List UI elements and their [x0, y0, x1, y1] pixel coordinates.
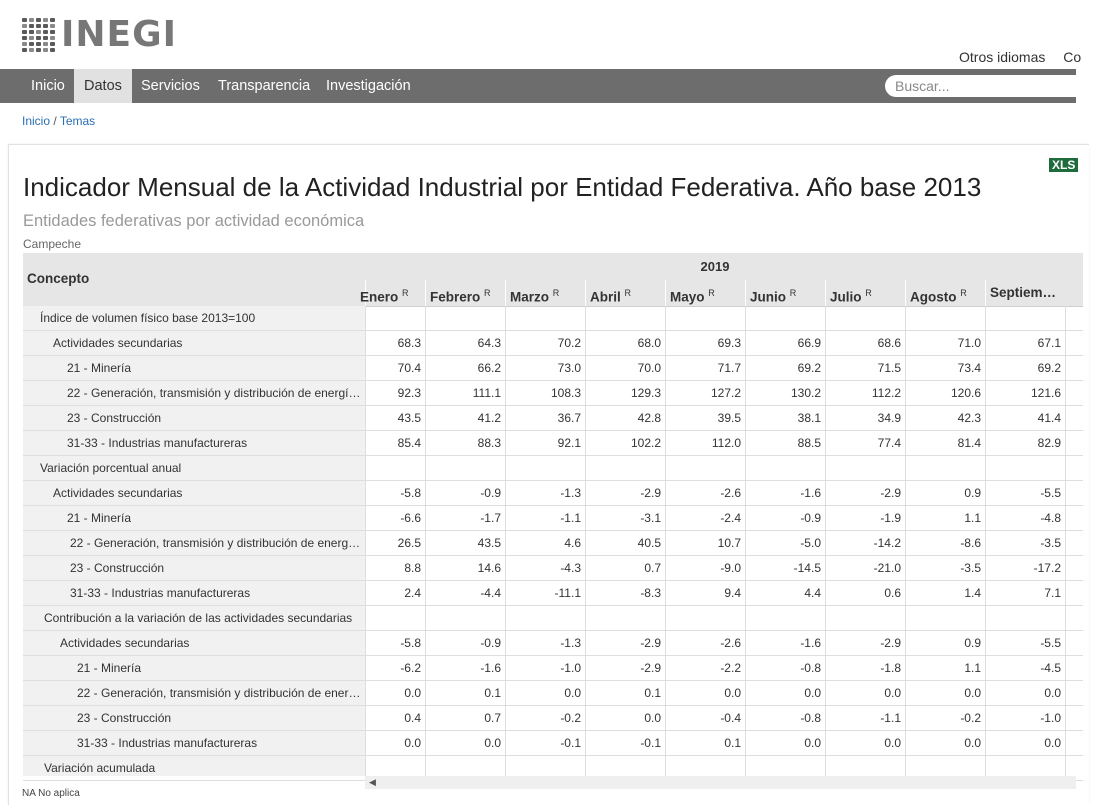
- row-label: 22 - Generación, transmisión y distribución de energ…: [70, 536, 361, 550]
- table-cell: 7.1: [985, 581, 1065, 605]
- table-cell: 0.0: [985, 731, 1065, 755]
- month-header[interactable]: [585, 280, 665, 306]
- month-label: Mayo: [670, 289, 705, 305]
- table-cell: 0.0: [505, 681, 585, 705]
- table-row: [23, 656, 1083, 681]
- table-row: [23, 606, 1083, 631]
- table-cell: -6.6: [365, 506, 425, 530]
- table-cell: [985, 306, 1065, 330]
- table-cell: 0.0: [905, 731, 985, 755]
- table-cell: 43.5: [425, 531, 505, 555]
- row-label: 23 - Construcción: [67, 411, 162, 425]
- table-cell: 1.1: [905, 656, 985, 680]
- year-header: 2019: [700, 259, 730, 274]
- row-label: 31-33 - Industrias manufactureras: [70, 586, 251, 600]
- table-cell: 112.0: [665, 431, 745, 455]
- row-label: Índice de volumen físico base 2013=100: [40, 311, 256, 325]
- month-label: Enero: [360, 289, 399, 305]
- table-cell: 68.6: [825, 331, 905, 355]
- table-cell: 112.2: [825, 381, 905, 405]
- table-cell: -0.9: [745, 506, 825, 530]
- table-cell: [665, 306, 745, 330]
- table-cell: [745, 606, 825, 630]
- table-cell: [425, 306, 505, 330]
- table-cell: -0.1: [585, 731, 665, 755]
- page-subtitle: Entidades federativas por actividad económica: [23, 212, 365, 230]
- table-cell: -8.3: [585, 581, 665, 605]
- table-row: [23, 381, 1083, 406]
- breadcrumb: [22, 114, 95, 128]
- horizontal-scrollbar[interactable]: [365, 776, 1076, 789]
- table-cell: -2.6: [665, 631, 745, 655]
- table-row: [23, 431, 1083, 456]
- table-cell: [365, 456, 425, 480]
- table-cell: [365, 606, 425, 630]
- table-cell: 69.2: [745, 356, 825, 380]
- table-cell: 43.5: [365, 406, 425, 430]
- table-cell: 0.0: [825, 731, 905, 755]
- table-cell: -5.0: [745, 531, 825, 555]
- row-label: 21 - Minería: [67, 361, 132, 375]
- table-row: [23, 556, 1083, 581]
- table-row: [23, 456, 1083, 481]
- nav-servicios[interactable]: Servicios: [141, 78, 200, 94]
- month-header[interactable]: [745, 280, 825, 306]
- table-cell: [505, 456, 585, 480]
- table-cell: -0.1: [505, 731, 585, 755]
- month-label: Abril: [590, 289, 621, 305]
- logo-text: INEGI: [61, 14, 178, 55]
- table-cell: 88.5: [745, 431, 825, 455]
- table-cell: 14.6: [425, 556, 505, 580]
- nav-datos[interactable]: Datos: [74, 69, 132, 103]
- table-cell: 92.1: [505, 431, 585, 455]
- month-header[interactable]: [825, 280, 905, 306]
- table-cell: 69.2: [985, 356, 1065, 380]
- table-cell: -14.2: [825, 531, 905, 555]
- table-cell: 0.9: [905, 481, 985, 505]
- table-cell: -3.5: [905, 556, 985, 580]
- table-cell: -0.9: [425, 481, 505, 505]
- month-header[interactable]: [905, 280, 985, 306]
- row-label: 21 - Minería: [77, 661, 142, 675]
- month-label: Agosto: [910, 289, 957, 305]
- revised-mark: R: [865, 288, 872, 298]
- table-cell: -5.8: [365, 631, 425, 655]
- table-cell: 64.3: [425, 331, 505, 355]
- table-cell: [665, 606, 745, 630]
- table-cell: 0.7: [425, 706, 505, 730]
- table-cell: 71.0: [905, 331, 985, 355]
- table-cell: 66.2: [425, 356, 505, 380]
- row-label: 22 - Generación, transmisión y distribución de energí…: [67, 386, 361, 400]
- table-cell: -1.6: [425, 656, 505, 680]
- table-cell: 68.3: [365, 331, 425, 355]
- table-cell: 69.3: [665, 331, 745, 355]
- table-cell: 4.6: [505, 531, 585, 555]
- inegi-logo[interactable]: [22, 16, 177, 54]
- logo-dots-icon: [22, 18, 55, 52]
- table-cell: 0.7: [585, 556, 665, 580]
- table-cell: [505, 306, 585, 330]
- table-cell: -17.2: [985, 556, 1065, 580]
- table-cell: 0.1: [585, 681, 665, 705]
- table-cell: 41.2: [425, 406, 505, 430]
- table-cell: -1.0: [985, 706, 1065, 730]
- table-cell: [745, 306, 825, 330]
- table-row: [23, 331, 1083, 356]
- table-row: [23, 631, 1083, 656]
- table-cell: -3.5: [985, 531, 1065, 555]
- month-header[interactable]: [360, 280, 425, 306]
- table-cell: 71.7: [665, 356, 745, 380]
- table-cell: 1.1: [905, 506, 985, 530]
- xls-export-button[interactable]: XLS: [1049, 158, 1078, 172]
- table-cell: 111.1: [425, 381, 505, 405]
- breadcrumb-home[interactable]: Inicio: [22, 114, 51, 128]
- table-cell: -3.1: [585, 506, 665, 530]
- page-title: Indicador Mensual de la Actividad Industrial por Entidad Federativa. Año base 2013: [23, 172, 982, 202]
- contact-link[interactable]: Co: [1063, 49, 1082, 65]
- table-cell: -0.8: [745, 656, 825, 680]
- table-cell: 0.0: [425, 731, 505, 755]
- table-cell: -2.2: [665, 656, 745, 680]
- table-cell: -4.8: [985, 506, 1065, 530]
- table-cell: -5.5: [985, 631, 1065, 655]
- table-row: [23, 706, 1083, 731]
- table-cell: -0.2: [505, 706, 585, 730]
- table-cell: -1.3: [505, 631, 585, 655]
- table-cell: 77.4: [825, 431, 905, 455]
- table-cell: [585, 306, 665, 330]
- table-cell: 10.7: [665, 531, 745, 555]
- table-cell: -1.3: [505, 481, 585, 505]
- table-cell: 26.5: [365, 531, 425, 555]
- table-cell: [985, 606, 1065, 630]
- table-cell: 68.0: [585, 331, 665, 355]
- table-cell: -1.1: [505, 506, 585, 530]
- table-cell: 0.0: [745, 731, 825, 755]
- table-cell: 0.1: [425, 681, 505, 705]
- table-cell: -1.6: [745, 481, 825, 505]
- table-cell: [425, 606, 505, 630]
- table-row: [23, 406, 1083, 431]
- table-cell: 66.9: [745, 331, 825, 355]
- table-cell: -4.4: [425, 581, 505, 605]
- table-cell: [825, 606, 905, 630]
- table-cell: [585, 606, 665, 630]
- table-cell: -2.4: [665, 506, 745, 530]
- table-cell: -1.9: [825, 506, 905, 530]
- table-cell: -2.9: [585, 656, 665, 680]
- table-cell: 67.1: [985, 331, 1065, 355]
- table-cell: 88.3: [425, 431, 505, 455]
- table-cell: -1.1: [825, 706, 905, 730]
- table-cell: 0.0: [745, 681, 825, 705]
- table-cell: 85.4: [365, 431, 425, 455]
- other-languages-link[interactable]: Otros idiomas: [959, 49, 1046, 65]
- table-cell: [365, 306, 425, 330]
- row-label: Variación porcentual anual: [40, 461, 182, 475]
- row-label: 31-33 - Industrias manufactureras: [67, 436, 248, 450]
- revised-mark: R: [624, 288, 632, 298]
- table-cell: 0.0: [825, 681, 905, 705]
- month-label: Marzo: [510, 289, 550, 305]
- row-label: 23 - Construcción: [70, 561, 165, 575]
- nav-investigacion[interactable]: Investigación: [326, 78, 411, 94]
- table-cell: 120.6: [905, 381, 985, 405]
- table-cell: -0.2: [905, 706, 985, 730]
- table-cell: 4.4: [745, 581, 825, 605]
- table-cell: -0.8: [745, 706, 825, 730]
- table-row: [23, 731, 1083, 756]
- data-table: [23, 253, 1083, 775]
- row-label: Actividades secundarias: [53, 336, 183, 350]
- month-header[interactable]: [505, 280, 585, 306]
- revised-mark: R: [789, 288, 797, 298]
- table-cell: -5.5: [985, 481, 1065, 505]
- table-cell: [825, 306, 905, 330]
- row-label: 22 - Generación, transmisión y distribución de ener…: [77, 686, 361, 700]
- table-cell: 70.4: [365, 356, 425, 380]
- table-cell: 0.0: [365, 681, 425, 705]
- table-cell: 0.0: [585, 706, 665, 730]
- table-row: [23, 481, 1083, 506]
- row-label: Actividades secundarias: [53, 486, 183, 500]
- month-label: Julio: [830, 289, 862, 305]
- scroll-left-icon[interactable]: ◀: [369, 777, 376, 787]
- table-cell: [425, 456, 505, 480]
- table-cell: 108.3: [505, 381, 585, 405]
- nav-transparencia[interactable]: Transparencia: [218, 78, 311, 94]
- row-label: Actividades secundarias: [60, 636, 190, 650]
- table-cell: -2.9: [585, 481, 665, 505]
- table-cell: 70.2: [505, 331, 585, 355]
- table-cell: -11.1: [505, 581, 585, 605]
- table-cell: -6.2: [365, 656, 425, 680]
- table-cell: 42.3: [905, 406, 985, 430]
- table-row: [23, 581, 1083, 606]
- table-cell: -0.4: [665, 706, 745, 730]
- revised-mark: R: [402, 288, 409, 298]
- table-cell: -9.0: [665, 556, 745, 580]
- table-cell: 0.6: [825, 581, 905, 605]
- revised-mark: R: [960, 288, 967, 298]
- row-label: Variación acumulada: [44, 761, 156, 775]
- table-cell: 0.0: [365, 731, 425, 755]
- table-cell: [665, 456, 745, 480]
- table-cell: 0.0: [905, 681, 985, 705]
- table-cell: 127.2: [665, 381, 745, 405]
- row-label: 31-33 - Industrias manufactureras: [77, 736, 258, 750]
- table-cell: 0.0: [985, 681, 1065, 705]
- month-header[interactable]: [985, 280, 1065, 306]
- month-header[interactable]: [665, 280, 745, 306]
- table-cell: [745, 456, 825, 480]
- table-cell: 73.0: [505, 356, 585, 380]
- table-cell: 130.2: [745, 381, 825, 405]
- table-cell: -1.0: [505, 656, 585, 680]
- table-cell: [905, 456, 985, 480]
- table-cell: 40.5: [585, 531, 665, 555]
- table-cell: [905, 306, 985, 330]
- table-cell: -14.5: [745, 556, 825, 580]
- top-links: [959, 49, 1095, 65]
- table-cell: -0.9: [425, 631, 505, 655]
- table-cell: [905, 606, 985, 630]
- table-cell: 129.3: [585, 381, 665, 405]
- month-header[interactable]: [425, 280, 505, 306]
- table-cell: -4.3: [505, 556, 585, 580]
- table-cell: 0.1: [665, 731, 745, 755]
- table-cell: 0.9: [905, 631, 985, 655]
- table-cell: -5.8: [365, 481, 425, 505]
- table-cell: 73.4: [905, 356, 985, 380]
- revised-mark: R: [708, 288, 715, 298]
- month-label: Junio: [750, 289, 786, 305]
- table-cell: 0.4: [365, 706, 425, 730]
- table-cell: 70.0: [585, 356, 665, 380]
- table-cell: 8.8: [365, 556, 425, 580]
- revised-mark: R: [552, 288, 560, 298]
- table-row: [23, 506, 1083, 531]
- breadcrumb-separator: /: [53, 114, 57, 128]
- row-label: 21 - Minería: [67, 511, 132, 525]
- table-row: [23, 531, 1083, 556]
- table-cell: -2.6: [665, 481, 745, 505]
- table-cell: 82.9: [985, 431, 1065, 455]
- table-cell: 81.4: [905, 431, 985, 455]
- month-label: Septiem…: [990, 285, 1057, 300]
- table-cell: -21.0: [825, 556, 905, 580]
- row-label: Contribución a la variación de las actividades secundarias: [44, 611, 353, 625]
- entity-label: Campeche: [23, 237, 82, 251]
- table-row: [23, 306, 1083, 331]
- table-cell: 0.0: [665, 681, 745, 705]
- nav-inicio[interactable]: Inicio: [31, 78, 65, 94]
- search-input[interactable]: [885, 75, 1085, 97]
- row-label: 23 - Construcción: [77, 711, 172, 725]
- table-row: [23, 681, 1083, 706]
- month-label: Febrero: [430, 289, 481, 305]
- table-cell: 9.4: [665, 581, 745, 605]
- table-cell: -1.6: [745, 631, 825, 655]
- table-cell: 1.4: [905, 581, 985, 605]
- table-cell: -4.5: [985, 656, 1065, 680]
- table-cell: 34.9: [825, 406, 905, 430]
- concept-header[interactable]: Concepto: [27, 271, 90, 286]
- table-cell: -2.9: [825, 631, 905, 655]
- table-cell: 102.2: [585, 431, 665, 455]
- table-cell: -1.8: [825, 656, 905, 680]
- table-cell: -8.6: [905, 531, 985, 555]
- table-cell: [585, 456, 665, 480]
- table-cell: -2.9: [825, 481, 905, 505]
- table-cell: 41.4: [985, 406, 1065, 430]
- revised-mark: R: [484, 288, 491, 298]
- table-cell: [505, 606, 585, 630]
- table-cell: -2.9: [585, 631, 665, 655]
- table-cell: 36.7: [505, 406, 585, 430]
- table-cell: [985, 456, 1065, 480]
- breadcrumb-temas[interactable]: Temas: [59, 114, 96, 128]
- table-row: [23, 356, 1083, 381]
- table-cell: 38.1: [745, 406, 825, 430]
- table-cell: -1.7: [425, 506, 505, 530]
- table-cell: 42.8: [585, 406, 665, 430]
- table-cell: [825, 456, 905, 480]
- table-cell: 39.5: [665, 406, 745, 430]
- table-cell: 121.6: [985, 381, 1065, 405]
- footnote: NA No aplica: [22, 788, 80, 799]
- table-cell: 92.3: [365, 381, 425, 405]
- table-cell: 71.5: [825, 356, 905, 380]
- table-cell: 2.4: [365, 581, 425, 605]
